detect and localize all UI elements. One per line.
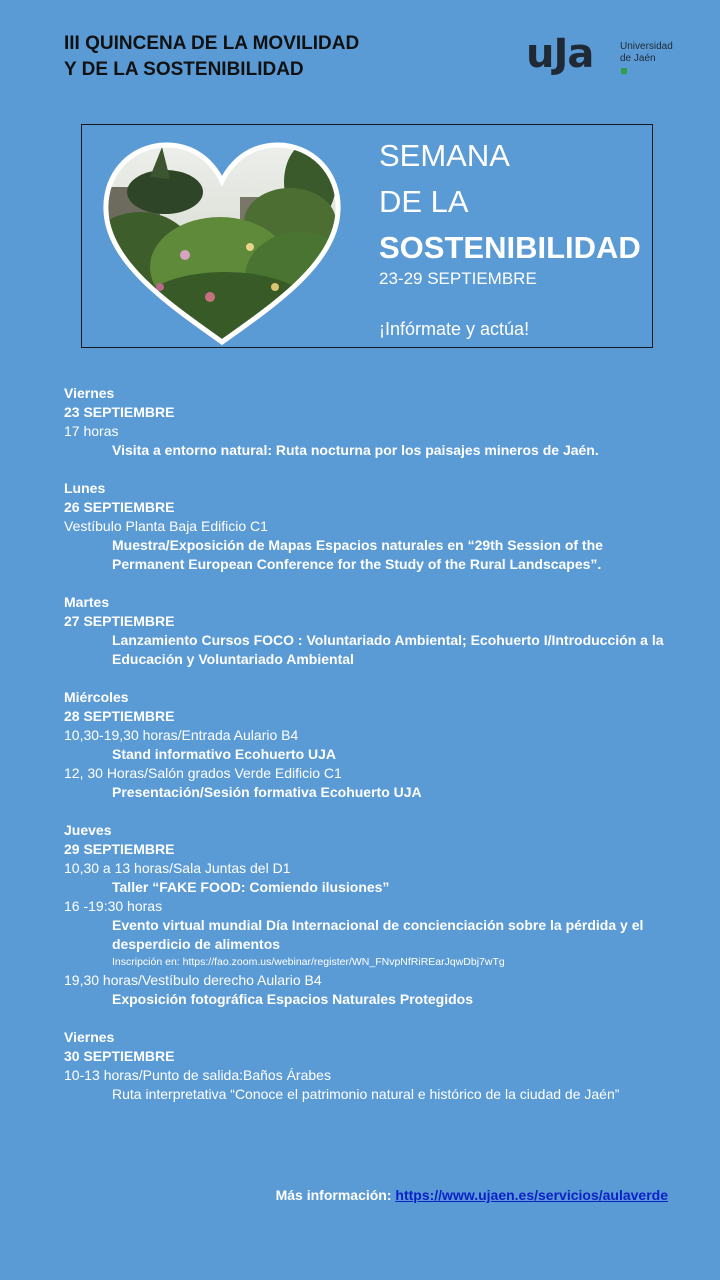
event-title-line-1: Lanzamiento Cursos FOCO : Voluntariado Ambiental; Ecohuerto I/Introducción a la xyxy=(112,632,664,648)
day-date: 30 SEPTIEMBRE xyxy=(64,1048,175,1064)
day-date: 28 SEPTIEMBRE xyxy=(64,708,175,724)
heart-garden-image xyxy=(100,137,344,347)
event-title-line-2: Permanent European Conference for the Study of the Rural Landscapes”. xyxy=(112,556,602,572)
banner-dates: 23-29 SEPTIEMBRE xyxy=(379,269,537,288)
event-location: Vestíbulo Planta Baja Edificio C1 xyxy=(64,518,268,534)
uja-logo xyxy=(526,31,686,80)
day-block xyxy=(64,479,684,574)
event-time: 19,30 horas/Vestíbulo derecho Aulario B4 xyxy=(64,972,322,988)
event-banner xyxy=(81,124,653,348)
event-title: Taller “FAKE FOOD: Comiendo ilusiones” xyxy=(112,879,390,895)
day-name: Viernes xyxy=(64,385,115,401)
title-line-2: Y DE LA SOSTENIBILIDAD xyxy=(64,59,304,80)
registration-note: Inscripción en: https://fao.zoom.us/webinar/register/WN_FNvpNfRiREarJqwDbj7wTg xyxy=(112,956,505,968)
event-title: Exposición fotográfica Espacios Naturales Protegidos xyxy=(112,991,473,1007)
logo-accent-square xyxy=(621,68,627,74)
day-date: 27 SEPTIEMBRE xyxy=(64,613,175,629)
logo-text xyxy=(620,41,673,65)
event-title-line-2: desperdicio de alimentos xyxy=(112,936,281,952)
event-title: Stand informativo Ecohuerto UJA xyxy=(112,746,337,762)
banner-text xyxy=(379,133,641,340)
logo-line-2: de Jaén xyxy=(620,53,656,64)
day-date: 29 SEPTIEMBRE xyxy=(64,841,175,857)
day-block xyxy=(64,593,684,669)
event-time: 12, 30 Horas/Salón grados Verde Edificio C1 xyxy=(64,765,342,781)
event-title: Presentación/Sesión formativa Ecohuerto UJA xyxy=(112,784,422,800)
page-title xyxy=(64,31,359,83)
event-time: 10,30 a 13 horas/Sala Juntas del D1 xyxy=(64,860,291,876)
event-schedule xyxy=(64,384,684,1123)
logo-line-1: Universidad xyxy=(620,41,673,52)
day-date: 23 SEPTIEMBRE xyxy=(64,404,175,420)
more-info-label: Más información: xyxy=(275,1187,392,1203)
day-block xyxy=(64,688,684,802)
banner-cta: ¡Infórmate y actúa! xyxy=(379,319,530,339)
more-info-link[interactable]: https://www.ujaen.es/servicios/aulaverde xyxy=(395,1187,668,1203)
day-block xyxy=(64,384,684,460)
event-time: 10-13 horas/Punto de salida:Baños Árabes xyxy=(64,1067,331,1083)
day-name: Miércoles xyxy=(64,689,129,705)
day-name: Jueves xyxy=(64,822,112,838)
event-time: 17 horas xyxy=(64,423,119,439)
event-title: Visita a entorno natural: Ruta nocturna por los paisajes mineros de Jaén. xyxy=(112,442,599,458)
banner-line-3: SOSTENIBILIDAD xyxy=(379,230,641,265)
event-title-line-2: Educación y Voluntariado Ambiental xyxy=(112,651,354,667)
day-date: 26 SEPTIEMBRE xyxy=(64,499,175,515)
event-time: 10,30-19,30 horas/Entrada Aulario B4 xyxy=(64,727,299,743)
event-time: 16 -19:30 horas xyxy=(64,898,163,914)
event-title-line-1: Evento virtual mundial Día Internacional de concienciación sobre la pérdida y el xyxy=(112,917,644,933)
more-info xyxy=(276,1187,668,1203)
event-title: Ruta interpretativa “Conoce el patrimonio natural e histórico de la ciudad de Jaén” xyxy=(112,1086,620,1102)
banner-line-2: DE LA xyxy=(379,184,469,219)
title-line-1: III QUINCENA DE LA MOVILIDAD xyxy=(64,33,360,54)
day-name: Martes xyxy=(64,594,110,610)
day-name: Viernes xyxy=(64,1029,115,1045)
day-name: Lunes xyxy=(64,480,106,496)
logo-mark: uJa xyxy=(526,31,594,77)
day-block xyxy=(64,1028,684,1104)
banner-line-1: SEMANA xyxy=(379,138,510,173)
day-block xyxy=(64,821,684,1009)
event-title-line-1: Muestra/Exposición de Mapas Espacios naturales en “29th Session of the xyxy=(112,537,603,553)
